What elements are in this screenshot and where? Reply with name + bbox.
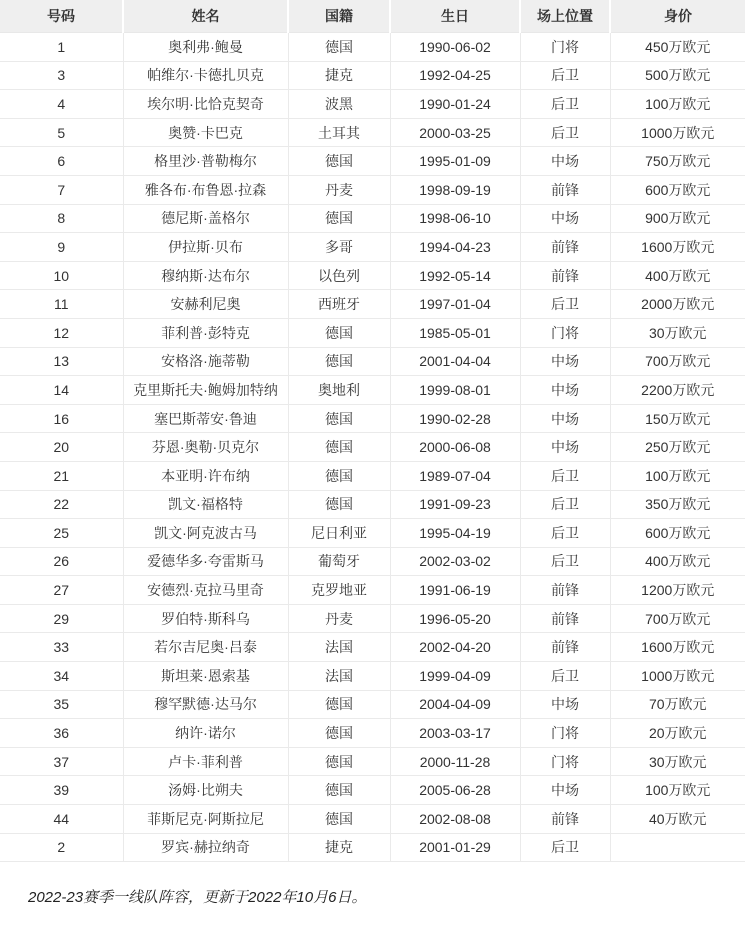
cell-number: 7 bbox=[0, 175, 123, 204]
cell-name: 卢卡·菲利普 bbox=[123, 747, 288, 776]
cell-name: 菲斯尼克·阿斯拉尼 bbox=[123, 805, 288, 834]
cell-value: 100万欧元 bbox=[610, 461, 745, 490]
cell-number: 8 bbox=[0, 204, 123, 233]
cell-position: 门将 bbox=[520, 33, 610, 62]
cell-position: 中场 bbox=[520, 776, 610, 805]
cell-value: 1200万欧元 bbox=[610, 576, 745, 605]
column-header-number: 号码 bbox=[0, 0, 123, 33]
cell-number: 1 bbox=[0, 33, 123, 62]
cell-value: 600万欧元 bbox=[610, 519, 745, 548]
cell-name: 穆纳斯·达布尔 bbox=[123, 261, 288, 290]
cell-birthday: 1990-06-02 bbox=[390, 33, 520, 62]
cell-value: 600万欧元 bbox=[610, 175, 745, 204]
cell-nationality: 丹麦 bbox=[288, 604, 390, 633]
cell-number: 36 bbox=[0, 719, 123, 748]
cell-position: 中场 bbox=[520, 204, 610, 233]
table-row bbox=[0, 147, 745, 176]
table-row bbox=[0, 719, 745, 748]
cell-name: 爱德华多·夸雷斯马 bbox=[123, 547, 288, 576]
table-row bbox=[0, 33, 745, 62]
cell-birthday: 2001-04-04 bbox=[390, 347, 520, 376]
table-body bbox=[0, 33, 745, 862]
cell-birthday: 1991-09-23 bbox=[390, 490, 520, 519]
cell-name: 若尔吉尼奥·吕泰 bbox=[123, 633, 288, 662]
table-row bbox=[0, 175, 745, 204]
cell-birthday: 2002-04-20 bbox=[390, 633, 520, 662]
cell-birthday: 1989-07-04 bbox=[390, 461, 520, 490]
cell-nationality: 克罗地亚 bbox=[288, 576, 390, 605]
roster-caption: 2022-23赛季一线队阵容，更新于2022年10月6日。 bbox=[28, 889, 367, 907]
cell-name: 罗宾·赫拉纳奇 bbox=[123, 833, 288, 862]
cell-value: 1600万欧元 bbox=[610, 633, 745, 662]
cell-name: 安赫利尼奥 bbox=[123, 290, 288, 319]
cell-name: 罗伯特·斯科乌 bbox=[123, 604, 288, 633]
cell-number: 3 bbox=[0, 61, 123, 90]
table-header-row bbox=[0, 0, 745, 33]
cell-birthday: 1992-05-14 bbox=[390, 261, 520, 290]
cell-value: 100万欧元 bbox=[610, 90, 745, 119]
column-header-nationality: 国籍 bbox=[288, 0, 390, 33]
cell-nationality: 捷克 bbox=[288, 833, 390, 862]
cell-birthday: 2002-08-08 bbox=[390, 805, 520, 834]
table-row bbox=[0, 490, 745, 519]
cell-position: 后卫 bbox=[520, 118, 610, 147]
cell-position: 中场 bbox=[520, 347, 610, 376]
cell-nationality: 西班牙 bbox=[288, 290, 390, 319]
table-row bbox=[0, 604, 745, 633]
cell-birthday: 2004-04-09 bbox=[390, 690, 520, 719]
cell-name: 纳许·诺尔 bbox=[123, 719, 288, 748]
cell-birthday: 1996-05-20 bbox=[390, 604, 520, 633]
cell-position: 后卫 bbox=[520, 519, 610, 548]
table-row bbox=[0, 690, 745, 719]
table-row bbox=[0, 433, 745, 462]
cell-number: 35 bbox=[0, 690, 123, 719]
cell-nationality: 捷克 bbox=[288, 61, 390, 90]
cell-value: 400万欧元 bbox=[610, 547, 745, 576]
cell-position: 前锋 bbox=[520, 805, 610, 834]
cell-name: 本亚明·许布纳 bbox=[123, 461, 288, 490]
cell-name: 帕维尔·卡德扎贝克 bbox=[123, 61, 288, 90]
cell-nationality: 德国 bbox=[288, 147, 390, 176]
table-row bbox=[0, 90, 745, 119]
cell-number: 29 bbox=[0, 604, 123, 633]
cell-number: 12 bbox=[0, 318, 123, 347]
cell-number: 37 bbox=[0, 747, 123, 776]
cell-birthday: 2000-03-25 bbox=[390, 118, 520, 147]
table-row bbox=[0, 633, 745, 662]
cell-position: 门将 bbox=[520, 747, 610, 776]
cell-value: 30万欧元 bbox=[610, 747, 745, 776]
cell-value: 150万欧元 bbox=[610, 404, 745, 433]
cell-name: 汤姆·比朔夫 bbox=[123, 776, 288, 805]
cell-value: 2000万欧元 bbox=[610, 290, 745, 319]
cell-nationality: 法国 bbox=[288, 633, 390, 662]
cell-birthday: 2005-06-28 bbox=[390, 776, 520, 805]
cell-name: 奥利弗·鲍曼 bbox=[123, 33, 288, 62]
table-row bbox=[0, 233, 745, 262]
cell-position: 前锋 bbox=[520, 633, 610, 662]
cell-birthday: 2002-03-02 bbox=[390, 547, 520, 576]
cell-value: 100万欧元 bbox=[610, 776, 745, 805]
cell-value: 250万欧元 bbox=[610, 433, 745, 462]
cell-birthday: 2000-06-08 bbox=[390, 433, 520, 462]
cell-nationality: 德国 bbox=[288, 433, 390, 462]
table-row bbox=[0, 576, 745, 605]
table-row bbox=[0, 404, 745, 433]
cell-name: 埃尔明·比恰克契奇 bbox=[123, 90, 288, 119]
table-row bbox=[0, 376, 745, 405]
cell-nationality: 法国 bbox=[288, 662, 390, 691]
cell-nationality: 德国 bbox=[288, 805, 390, 834]
cell-position: 后卫 bbox=[520, 490, 610, 519]
cell-number: 13 bbox=[0, 347, 123, 376]
cell-name: 凯文·福格特 bbox=[123, 490, 288, 519]
cell-number: 27 bbox=[0, 576, 123, 605]
cell-number: 10 bbox=[0, 261, 123, 290]
cell-position: 门将 bbox=[520, 719, 610, 748]
cell-birthday: 1992-04-25 bbox=[390, 61, 520, 90]
cell-position: 中场 bbox=[520, 404, 610, 433]
cell-position: 前锋 bbox=[520, 576, 610, 605]
cell-value: 1000万欧元 bbox=[610, 662, 745, 691]
cell-name: 斯坦莱·恩索基 bbox=[123, 662, 288, 691]
cell-name: 芬恩·奥勒·贝克尔 bbox=[123, 433, 288, 462]
cell-value: 2200万欧元 bbox=[610, 376, 745, 405]
cell-position: 前锋 bbox=[520, 261, 610, 290]
cell-number: 20 bbox=[0, 433, 123, 462]
cell-value: 500万欧元 bbox=[610, 61, 745, 90]
cell-birthday: 1991-06-19 bbox=[390, 576, 520, 605]
cell-number: 9 bbox=[0, 233, 123, 262]
cell-name: 安德烈·克拉马里奇 bbox=[123, 576, 288, 605]
table-row bbox=[0, 747, 745, 776]
cell-birthday: 1998-09-19 bbox=[390, 175, 520, 204]
table-row bbox=[0, 662, 745, 691]
cell-nationality: 奥地利 bbox=[288, 376, 390, 405]
cell-position: 后卫 bbox=[520, 547, 610, 576]
cell-value: 400万欧元 bbox=[610, 261, 745, 290]
cell-value: 700万欧元 bbox=[610, 347, 745, 376]
cell-number: 26 bbox=[0, 547, 123, 576]
cell-number: 25 bbox=[0, 519, 123, 548]
cell-position: 后卫 bbox=[520, 662, 610, 691]
table-row bbox=[0, 347, 745, 376]
cell-number: 4 bbox=[0, 90, 123, 119]
cell-value: 1600万欧元 bbox=[610, 233, 745, 262]
cell-nationality: 德国 bbox=[288, 719, 390, 748]
table-row bbox=[0, 461, 745, 490]
column-header-birthday: 生日 bbox=[390, 0, 520, 33]
cell-position: 门将 bbox=[520, 318, 610, 347]
cell-value: 700万欧元 bbox=[610, 604, 745, 633]
cell-number: 6 bbox=[0, 147, 123, 176]
cell-name: 奥赞·卡巴克 bbox=[123, 118, 288, 147]
table-row bbox=[0, 118, 745, 147]
cell-name: 安格洛·施蒂勒 bbox=[123, 347, 288, 376]
table-row bbox=[0, 61, 745, 90]
table-row bbox=[0, 204, 745, 233]
cell-value: 40万欧元 bbox=[610, 805, 745, 834]
table-row bbox=[0, 261, 745, 290]
cell-number: 16 bbox=[0, 404, 123, 433]
cell-value bbox=[610, 833, 745, 862]
cell-name: 克里斯托夫·鲍姆加特纳 bbox=[123, 376, 288, 405]
cell-position: 后卫 bbox=[520, 461, 610, 490]
cell-nationality: 德国 bbox=[288, 776, 390, 805]
cell-position: 后卫 bbox=[520, 290, 610, 319]
cell-birthday: 1995-04-19 bbox=[390, 519, 520, 548]
cell-nationality: 以色列 bbox=[288, 261, 390, 290]
cell-name: 格里沙·普勒梅尔 bbox=[123, 147, 288, 176]
cell-position: 中场 bbox=[520, 690, 610, 719]
cell-position: 中场 bbox=[520, 147, 610, 176]
cell-value: 20万欧元 bbox=[610, 719, 745, 748]
cell-name: 伊拉斯·贝布 bbox=[123, 233, 288, 262]
cell-value: 750万欧元 bbox=[610, 147, 745, 176]
cell-nationality: 土耳其 bbox=[288, 118, 390, 147]
cell-birthday: 2000-11-28 bbox=[390, 747, 520, 776]
cell-name: 穆罕默德·达马尔 bbox=[123, 690, 288, 719]
cell-value: 900万欧元 bbox=[610, 204, 745, 233]
cell-nationality: 德国 bbox=[288, 690, 390, 719]
cell-value: 70万欧元 bbox=[610, 690, 745, 719]
cell-name: 德尼斯·盖格尔 bbox=[123, 204, 288, 233]
cell-number: 33 bbox=[0, 633, 123, 662]
cell-position: 后卫 bbox=[520, 833, 610, 862]
cell-nationality: 德国 bbox=[288, 747, 390, 776]
table-row bbox=[0, 290, 745, 319]
cell-nationality: 德国 bbox=[288, 347, 390, 376]
cell-birthday: 2001-01-29 bbox=[390, 833, 520, 862]
cell-birthday: 1999-08-01 bbox=[390, 376, 520, 405]
cell-nationality: 德国 bbox=[288, 204, 390, 233]
cell-position: 前锋 bbox=[520, 233, 610, 262]
cell-number: 44 bbox=[0, 805, 123, 834]
cell-number: 2 bbox=[0, 833, 123, 862]
cell-value: 350万欧元 bbox=[610, 490, 745, 519]
cell-name: 菲利普·彭特克 bbox=[123, 318, 288, 347]
cell-position: 中场 bbox=[520, 433, 610, 462]
cell-nationality: 德国 bbox=[288, 33, 390, 62]
cell-value: 30万欧元 bbox=[610, 318, 745, 347]
cell-position: 后卫 bbox=[520, 61, 610, 90]
cell-nationality: 葡萄牙 bbox=[288, 547, 390, 576]
table-row bbox=[0, 547, 745, 576]
cell-birthday: 1990-02-28 bbox=[390, 404, 520, 433]
cell-birthday: 1990-01-24 bbox=[390, 90, 520, 119]
cell-birthday: 1985-05-01 bbox=[390, 318, 520, 347]
table-row bbox=[0, 519, 745, 548]
cell-nationality: 丹麦 bbox=[288, 175, 390, 204]
cell-name: 雅各布·布鲁恩·拉森 bbox=[123, 175, 288, 204]
cell-position: 前锋 bbox=[520, 604, 610, 633]
table-row bbox=[0, 776, 745, 805]
cell-value: 450万欧元 bbox=[610, 33, 745, 62]
column-header-position: 场上位置 bbox=[520, 0, 610, 33]
cell-number: 34 bbox=[0, 662, 123, 691]
table-row bbox=[0, 805, 745, 834]
column-header-value: 身价 bbox=[610, 0, 745, 33]
cell-birthday: 1997-01-04 bbox=[390, 290, 520, 319]
cell-position: 中场 bbox=[520, 376, 610, 405]
cell-birthday: 1994-04-23 bbox=[390, 233, 520, 262]
cell-value: 1000万欧元 bbox=[610, 118, 745, 147]
column-header-name: 姓名 bbox=[123, 0, 288, 33]
cell-number: 11 bbox=[0, 290, 123, 319]
cell-number: 39 bbox=[0, 776, 123, 805]
cell-nationality: 多哥 bbox=[288, 233, 390, 262]
table-row bbox=[0, 833, 745, 862]
cell-nationality: 尼日利亚 bbox=[288, 519, 390, 548]
cell-nationality: 波黑 bbox=[288, 90, 390, 119]
cell-name: 塞巴斯蒂安·鲁迪 bbox=[123, 404, 288, 433]
cell-birthday: 2003-03-17 bbox=[390, 719, 520, 748]
cell-birthday: 1995-01-09 bbox=[390, 147, 520, 176]
cell-position: 前锋 bbox=[520, 175, 610, 204]
cell-nationality: 德国 bbox=[288, 461, 390, 490]
cell-nationality: 德国 bbox=[288, 318, 390, 347]
cell-number: 22 bbox=[0, 490, 123, 519]
cell-birthday: 1998-06-10 bbox=[390, 204, 520, 233]
cell-number: 21 bbox=[0, 461, 123, 490]
cell-nationality: 德国 bbox=[288, 490, 390, 519]
cell-number: 14 bbox=[0, 376, 123, 405]
cell-number: 5 bbox=[0, 118, 123, 147]
cell-name: 凯文·阿克波古马 bbox=[123, 519, 288, 548]
cell-birthday: 1999-04-09 bbox=[390, 662, 520, 691]
table-row bbox=[0, 318, 745, 347]
cell-position: 后卫 bbox=[520, 90, 610, 119]
cell-nationality: 德国 bbox=[288, 404, 390, 433]
